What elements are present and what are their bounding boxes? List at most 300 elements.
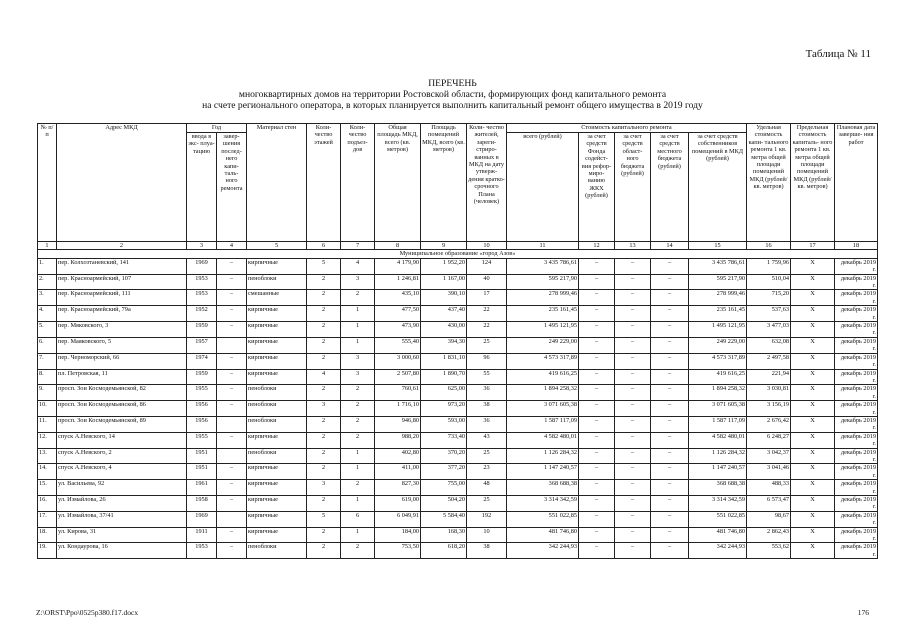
cell-wall-material: кирпичные [247,353,307,369]
cell-address: спуск А.Невского, 4 [57,464,187,480]
header-residents: Коли- чество жителей, зареги- стриро- ванных в МКД на дату утверж- дения кратко- срочного Плана (человек) [467,124,507,242]
cell-cost-owners: 235 161,45 [689,306,747,322]
cell-entrances: 2 [341,432,375,448]
cell-residents: 55 [467,369,507,385]
cell-max-cost: X [791,416,835,432]
cell-address: ул. Измайлова, 26 [57,496,187,512]
cell-floors: 2 [307,448,341,464]
column-number: 10 [467,242,507,250]
column-number: 16 [747,242,791,250]
table-row [38,385,878,401]
cell-cost-total: 342 244,93 [507,543,579,559]
cell-residents: 23 [467,464,507,480]
cell-premises-area: 1 167,00 [421,274,467,290]
cell-cost-total: 595 217,90 [507,274,579,290]
cell-planned-date: декабрь 2019 г. [835,480,878,496]
cell-unit-cost: 3 156,19 [747,401,791,417]
column-number: 4 [217,242,247,250]
cell-residents: 48 [467,480,507,496]
cell-wall-material: кирпичные [247,258,307,274]
cell-residents: 192 [467,511,507,527]
cell-year-built: 1959 [187,369,217,385]
cell-row-number: 12. [38,432,57,448]
cell-total-area: 619,00 [375,496,421,512]
cell-floors: 2 [307,416,341,432]
municipality-row: Муниципальное образование «город Азов» [38,250,878,258]
cell-unit-cost: 98,67 [747,511,791,527]
cell-planned-date: декабрь 2019 г. [835,511,878,527]
cell-max-cost: X [791,401,835,417]
cell-entrances: 2 [341,416,375,432]
cell-cost-local: – [651,416,689,432]
cell-cost-owners: 368 688,38 [689,480,747,496]
cell-unit-cost: 6 248,27 [747,432,791,448]
cell-entrances: 6 [341,511,375,527]
cell-cost-local: – [651,353,689,369]
cell-row-number: 7. [38,353,57,369]
cell-entrances: 2 [341,543,375,559]
cell-cost-owners: 1 894 258,32 [689,385,747,401]
column-number: 17 [791,242,835,250]
cell-premises-area: 370,20 [421,448,467,464]
cell-cost-total: 3 314 342,59 [507,496,579,512]
cell-wall-material: пеноблоки [247,274,307,290]
cell-cost-local: – [651,464,689,480]
cell-cost-local: – [651,274,689,290]
cell-year-repair: – [217,385,247,401]
cell-cost-region: – [615,448,651,464]
cell-max-cost: X [791,527,835,543]
cell-max-cost: X [791,480,835,496]
cell-cost-region: – [615,401,651,417]
cell-cost-fund: – [579,258,615,274]
title-line-2: многоквартирных домов на территории Ростовской области, формирующих фонд капитального ремонта [238,89,667,101]
cell-total-area: 3 000,60 [375,353,421,369]
cell-cost-fund: – [579,448,615,464]
cell-premises-area: 755,00 [421,480,467,496]
cell-entrances: 3 [341,369,375,385]
cell-cost-fund: – [579,290,615,306]
cell-wall-material: пеноблоки [247,448,307,464]
cell-max-cost: X [791,511,835,527]
cell-cost-local: – [651,480,689,496]
table-row [38,416,878,432]
cell-premises-area: 430,00 [421,322,467,338]
cell-premises-area: 973,20 [421,401,467,417]
cell-cost-local: – [651,258,689,274]
cell-planned-date: декабрь 2019 г. [835,448,878,464]
cell-address: ул. Васильева, 92 [57,480,187,496]
cell-cost-owners: 249 229,00 [689,337,747,353]
cell-cost-local: – [651,496,689,512]
cell-wall-material: кирпичные [247,322,307,338]
cell-residents: 10 [467,527,507,543]
cell-cost-total: 278 999,46 [507,290,579,306]
cell-planned-date: декабрь 2019 г. [835,543,878,559]
cell-unit-cost: 553,62 [747,543,791,559]
cell-planned-date: декабрь 2019 г. [835,306,878,322]
cell-entrances: 1 [341,448,375,464]
column-number: 9 [421,242,467,250]
column-number: 3 [187,242,217,250]
cell-cost-owners: 3 435 786,61 [689,258,747,274]
title-line-3: на счете регионального оператора, в которых планируется выполнить капитальный ремонт общего имущества в 2019 году [202,100,703,112]
cell-address: спуск А.Невского, 2 [57,448,187,464]
column-number: 5 [247,242,307,250]
cell-total-area: 435,10 [375,290,421,306]
table-row [38,290,878,306]
cell-cost-fund: – [579,322,615,338]
table-row [38,258,878,274]
cell-cost-fund: – [579,543,615,559]
cell-address: пер. Черноморский, 66 [57,353,187,369]
cell-floors: 2 [307,306,341,322]
cell-planned-date: декабрь 2019 г. [835,432,878,448]
cell-residents: 124 [467,258,507,274]
cell-premises-area: 394,30 [421,337,467,353]
cell-year-repair [217,511,247,527]
cell-residents: 36 [467,416,507,432]
cell-cost-fund: – [579,496,615,512]
header-unit-cost: Удельная стоимость капи- тального ремонта 1 кв. метра общей площади помещений МКД (рублей/ кв. метров) [747,124,791,242]
cell-cost-local: – [651,369,689,385]
cell-max-cost: X [791,464,835,480]
page-number: 176 [857,608,869,617]
cell-address: просп. Зои Космодемьянской, 86 [57,401,187,417]
cell-year-built: 1955 [187,432,217,448]
cell-premises-area: 1 890,70 [421,369,467,385]
cell-cost-total: 1 587 117,09 [507,416,579,432]
table-row [38,432,878,448]
cell-total-area: 411,00 [375,464,421,480]
cell-cost-owners: 419 616,25 [689,369,747,385]
cell-row-number: 5. [38,322,57,338]
cell-cost-region: – [615,258,651,274]
cell-year-built: 1951 [187,448,217,464]
cell-max-cost: X [791,432,835,448]
cell-unit-cost: 2 676,42 [747,416,791,432]
cell-cost-region: – [615,527,651,543]
cell-total-area: 184,00 [375,527,421,543]
cell-premises-area: 504,20 [421,496,467,512]
cell-address: просп. Зои Космодемьянской, 89 [57,416,187,432]
cell-cost-local: – [651,322,689,338]
cell-max-cost: X [791,258,835,274]
cell-unit-cost: 488,33 [747,480,791,496]
table-row [38,496,878,512]
cell-premises-area: 437,40 [421,306,467,322]
column-number: 14 [651,242,689,250]
cell-premises-area: 1 831,10 [421,353,467,369]
cell-entrances: 1 [341,527,375,543]
cell-floors: 5 [307,258,341,274]
cell-wall-material: кирпичные [247,496,307,512]
header-address: Адрес МКД [57,124,187,242]
cell-max-cost: X [791,274,835,290]
cell-total-area: 555,40 [375,337,421,353]
cell-cost-region: – [615,353,651,369]
cell-row-number: 15. [38,480,57,496]
cell-premises-area: 1 952,20 [421,258,467,274]
cell-cost-total: 368 688,38 [507,480,579,496]
cell-planned-date: декабрь 2019 г. [835,527,878,543]
cell-address: пер. Колхозтаневский, 141 [57,258,187,274]
cell-entrances: 2 [341,385,375,401]
cell-residents: 38 [467,543,507,559]
table-row [38,337,878,353]
cell-year-repair [217,416,247,432]
cell-wall-material: кирпичные [247,527,307,543]
cell-cost-owners: 1 147 240,57 [689,464,747,480]
cell-total-area: 4 179,90 [375,258,421,274]
cell-max-cost: X [791,353,835,369]
cell-floors: 2 [307,496,341,512]
cell-cost-total: 4 582 480,01 [507,432,579,448]
cell-year-repair: – [217,353,247,369]
cell-unit-cost: 537,63 [747,306,791,322]
cell-row-number: 4. [38,306,57,322]
cell-cost-fund: – [579,416,615,432]
cell-premises-area: 168,30 [421,527,467,543]
column-number: 8 [375,242,421,250]
cell-address: ул. Кирова, 31 [57,527,187,543]
cell-year-built: 1961 [187,480,217,496]
cell-premises-area: 593,00 [421,416,467,432]
cell-max-cost: X [791,322,835,338]
cell-year-repair: – [217,322,247,338]
cell-residents: 40 [467,274,507,290]
cell-cost-fund: – [579,401,615,417]
cell-year-repair [217,448,247,464]
cell-total-area: 2 507,80 [375,369,421,385]
cell-max-cost: X [791,369,835,385]
cell-year-built: 1952 [187,306,217,322]
column-number: 7 [341,242,375,250]
cell-address: просп. Зои Космодемьянской, 82 [57,385,187,401]
cell-planned-date: декабрь 2019 г. [835,258,878,274]
cell-planned-date: декабрь 2019 г. [835,496,878,512]
cell-year-repair: – [217,258,247,274]
cell-planned-date: декабрь 2019 г. [835,337,878,353]
cell-total-area: 473,90 [375,322,421,338]
cell-address: пер. Мяковского, 3 [57,322,187,338]
cell-floors: 2 [307,322,341,338]
table-row [38,464,878,480]
cell-unit-cost: 3 030,81 [747,385,791,401]
header-max-cost: Предельная стоимость капиталь- ного ремонта 1 кв. метра общей площади помещений МКД (рублей/ кв. метров) [791,124,835,242]
cell-unit-cost: 6 573,47 [747,496,791,512]
cell-residents: 38 [467,401,507,417]
cell-planned-date: декабрь 2019 г. [835,464,878,480]
cell-total-area: 988,20 [375,432,421,448]
cell-unit-cost: 3 041,46 [747,464,791,480]
table-row [38,511,878,527]
cell-residents: 22 [467,322,507,338]
document-title [0,78,905,112]
cell-cost-total: 481 746,80 [507,527,579,543]
cell-cost-fund: – [579,432,615,448]
table-row [38,480,878,496]
cell-wall-material: кирпичные [247,369,307,385]
cell-cost-local: – [651,306,689,322]
table-row [38,322,878,338]
cell-cost-total: 4 573 317,89 [507,353,579,369]
column-number-row [38,242,878,250]
cell-cost-region: – [615,432,651,448]
column-number: 2 [57,242,187,250]
table-row [38,306,878,322]
cell-address: пер. Красноармейский, 79а [57,306,187,322]
cell-cost-total: 551 022,85 [507,511,579,527]
cell-premises-area: 733,40 [421,432,467,448]
cell-cost-owners: 3 071 605,38 [689,401,747,417]
cell-unit-cost: 632,08 [747,337,791,353]
header-cost-region: за счет средств област- ного бюджета (рублей) [615,133,651,242]
header-cost-fund: за счет средств Фонда содейст- вия рефор- миро- ванию ЖКХ (рублей) [579,133,615,242]
cell-residents: 96 [467,353,507,369]
table-row [38,369,878,385]
cell-year-repair: – [217,290,247,306]
cell-cost-local: – [651,401,689,417]
header-cost-total: всего (рублей) [507,133,579,242]
cell-cost-local: – [651,337,689,353]
cell-cost-local: – [651,290,689,306]
cell-address: пл. Петровская, 11 [57,369,187,385]
header-cost-local: за счет средств местного бюджета (рублей) [651,133,689,242]
cell-total-area: 1 716,10 [375,401,421,417]
cell-year-built: 1969 [187,258,217,274]
cell-unit-cost: 510,04 [747,274,791,290]
cell-cost-region: – [615,511,651,527]
cell-floors: 2 [307,385,341,401]
cell-planned-date: декабрь 2019 г. [835,322,878,338]
cell-year-built: 1956 [187,416,217,432]
cell-planned-date: декабрь 2019 г. [835,369,878,385]
header-wall-material: Материал стен [247,124,307,242]
cell-row-number: 11. [38,416,57,432]
table-row [38,353,878,369]
header-year-built: ввода в экс- плуа- тацию [187,133,217,242]
cell-year-built: 1953 [187,274,217,290]
header-floors: Коли- чество этажей [307,124,341,242]
cell-row-number: 17. [38,511,57,527]
cell-floors: 2 [307,337,341,353]
cell-entrances: 1 [341,322,375,338]
cell-wall-material: кирпичные [247,432,307,448]
cell-residents: 25 [467,496,507,512]
cell-year-repair: – [217,401,247,417]
cell-row-number: 8. [38,369,57,385]
cell-unit-cost: 1 759,96 [747,258,791,274]
cell-cost-owners: 4 573 317,89 [689,353,747,369]
cell-cost-total: 1 894 258,32 [507,385,579,401]
cell-entrances: 1 [341,464,375,480]
cell-address: спуск А.Невского, 14 [57,432,187,448]
column-number: 11 [507,242,579,250]
cell-cost-owners: 1 495 121,95 [689,322,747,338]
cell-wall-material: кирпичные [247,480,307,496]
cell-cost-fund: – [579,480,615,496]
column-number: 18 [835,242,878,250]
cell-row-number: 16. [38,496,57,512]
cell-cost-region: – [615,369,651,385]
table-row [38,274,878,290]
cell-premises-area: 618,20 [421,543,467,559]
cell-premises-area: 5 584,40 [421,511,467,527]
cell-cost-total: 1 126 284,32 [507,448,579,464]
cell-year-repair: – [217,274,247,290]
cell-residents: 17 [467,290,507,306]
cell-cost-fund: – [579,274,615,290]
column-number: 6 [307,242,341,250]
cell-cost-owners: 551 022,85 [689,511,747,527]
cell-row-number: 10. [38,401,57,417]
cell-unit-cost: 3 042,37 [747,448,791,464]
cell-entrances: 4 [341,258,375,274]
cell-row-number: 9. [38,385,57,401]
cell-row-number: 13. [38,448,57,464]
table-row [38,448,878,464]
cell-floors: 2 [307,464,341,480]
cell-premises-area: 377,20 [421,464,467,480]
cell-cost-region: – [615,543,651,559]
cell-cost-total: 3 071 605,38 [507,401,579,417]
cell-cost-region: – [615,274,651,290]
cell-wall-material: кирпичные [247,306,307,322]
cell-wall-material: смешанные [247,290,307,306]
cell-year-repair: – [217,369,247,385]
table-row [38,527,878,543]
cell-planned-date: декабрь 2019 г. [835,353,878,369]
header-year-repair: завер- шения послед- него капи- таль- ного ремонта [217,133,247,242]
cell-cost-region: – [615,337,651,353]
cell-cost-region: – [615,464,651,480]
cell-max-cost: X [791,385,835,401]
cell-entrances: 2 [341,401,375,417]
cell-max-cost: X [791,337,835,353]
cell-cost-local: – [651,511,689,527]
cell-premises-area: 390,10 [421,290,467,306]
cell-residents: 25 [467,337,507,353]
cell-year-built: 1953 [187,543,217,559]
header-entrances: Коли- чество подъез- дов [341,124,375,242]
table-row [38,401,878,417]
title-line-1: ПЕРЕЧЕНЬ [428,78,477,89]
cell-residents: 25 [467,448,507,464]
cell-entrances: 3 [341,274,375,290]
cell-wall-material: пеноблоки [247,543,307,559]
cell-total-area: 6 049,91 [375,511,421,527]
cell-total-area: 477,50 [375,306,421,322]
cell-floors: 3 [307,480,341,496]
cell-cost-fund: – [579,306,615,322]
cell-year-built: 1911 [187,527,217,543]
cell-planned-date: декабрь 2019 г. [835,274,878,290]
cell-year-repair [217,337,247,353]
cell-entrances: 3 [341,353,375,369]
cell-entrances: 1 [341,306,375,322]
cell-cost-local: – [651,543,689,559]
cell-cost-owners: 342 244,93 [689,543,747,559]
cell-row-number: 1. [38,258,57,274]
cell-wall-material: пеноблоки [247,385,307,401]
cell-cost-owners: 481 746,80 [689,527,747,543]
cell-total-area: 753,50 [375,543,421,559]
cell-entrances: 1 [341,496,375,512]
cell-year-repair: – [217,480,247,496]
cell-address: пер. Красноармейский, 107 [57,274,187,290]
cell-row-number: 18. [38,527,57,543]
